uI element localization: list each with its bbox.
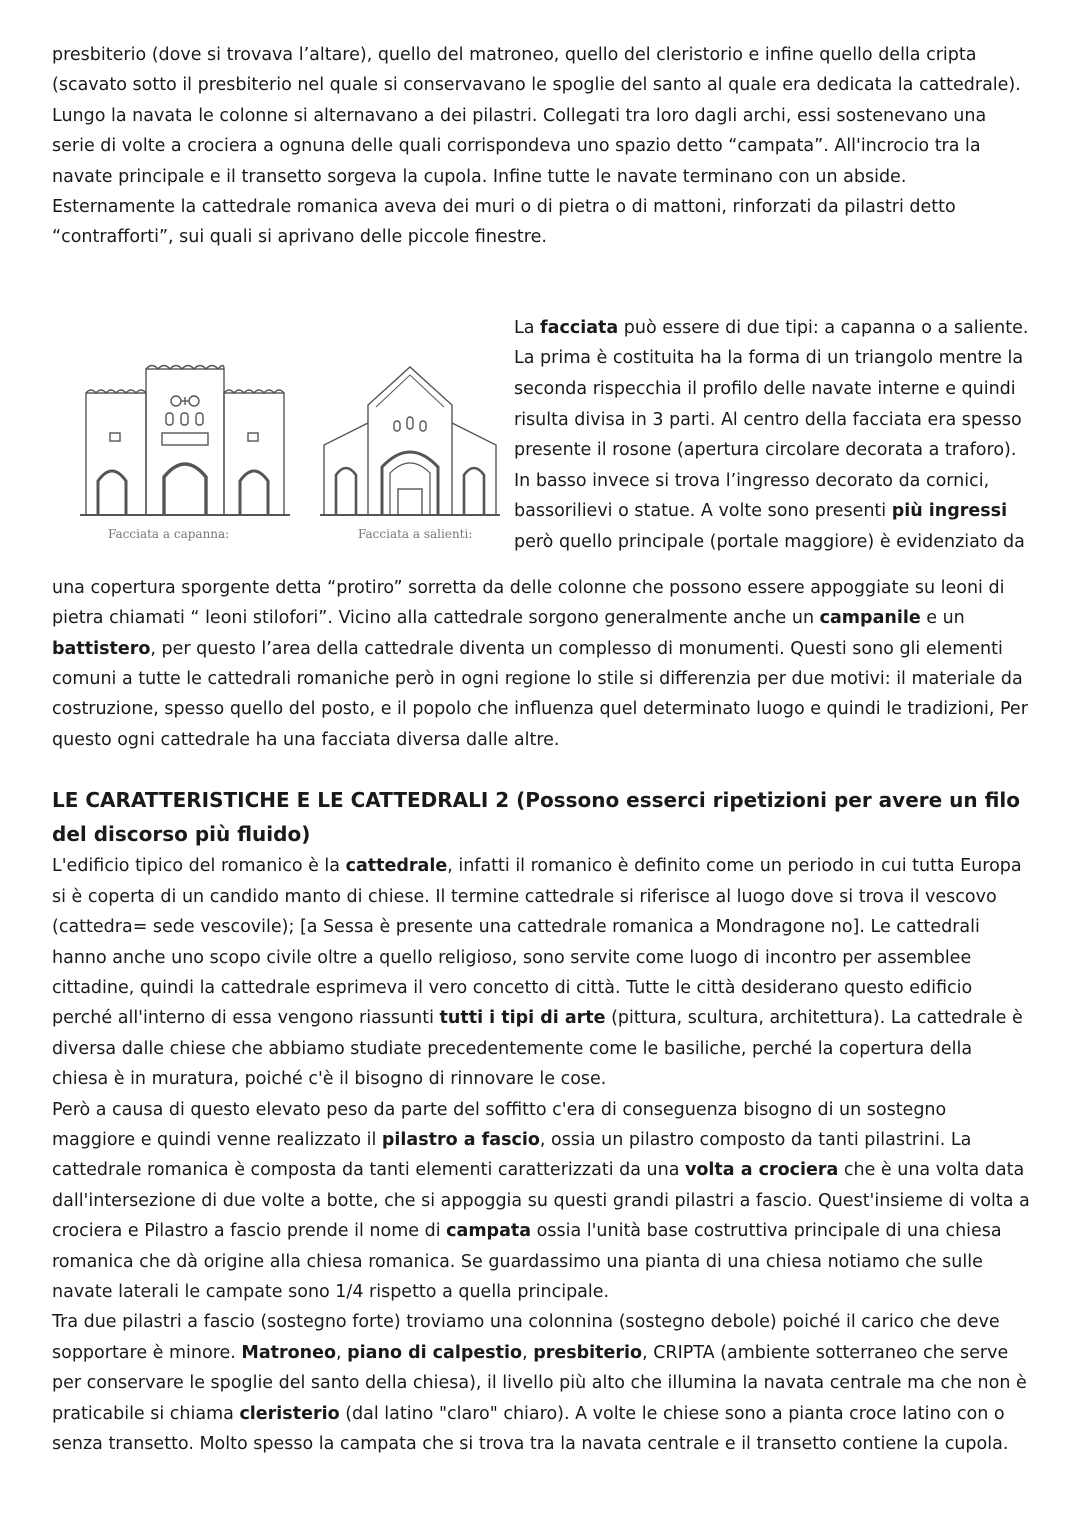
text-run: però quello principale (portale maggiore) è evidenziato da <box>514 532 1025 552</box>
bold-term-cleristerio: cleristerio <box>239 1403 340 1424</box>
bold-term-facciata: facciata <box>540 317 619 338</box>
text-run: , infatti il romanico è definito come un periodo in cui tutta Europa si è coperta di un candido manto di chiese. Il termine cattedrale si riferisce al luogo dove si trova il vescovo (cattedra= sede vescovile); [a Sessa è presente una cattedrale romanica a Mondragone no]. Le cattedrali hanno anche uno scopo civile oltre a quello religioso, sono servite come luogo di incontro per assemblee cittadine, quindi la cattedrale esprimeva il vero concetto di città. Tutte le città desiderano questo edificio perché all'interno di essa vengono riassunti <box>52 856 1022 1029</box>
bold-term-battistero: battistero <box>52 638 151 659</box>
facade-paragraph-continued <box>52 573 1032 755</box>
facade-description <box>514 313 1034 558</box>
bold-term-matroneo: Matroneo <box>241 1342 337 1363</box>
section2-paragraph-1 <box>52 851 1032 1094</box>
bold-term-tipi-di-arte: tutti i tipi di arte <box>439 1008 606 1029</box>
text-run: e un <box>920 608 965 629</box>
text-run: (dal latino "claro" chiaro). A volte le chiese sono a pianta croce latino con o senza transetto. Molto spesso la campata che si trova tra la navata centrale e il transetto contiene la cupola. <box>52 1403 1009 1454</box>
capanna-caption: Facciata a capanna: <box>108 526 230 541</box>
text-run: , ossia un pilastro composto da tanti pilastrini. La cattedrale romanica è composta da tanti elementi caratterizzati da una <box>52 1129 972 1181</box>
section2-paragraph-3 <box>52 1307 1032 1459</box>
text-run: , <box>336 1342 348 1363</box>
text-run: , per questo l’area della cattedrale diventa un complesso di monumenti. Questi sono gli elementi comuni a tutte le cattedrali romaniche però in ogni regione lo stile si differenzia per due motivi: il materiale da costruzione, spesso quello del posto, e il popolo che influenza quel determinato luogo e quindi le tradizioni, Per questo ogni cattedrale ha una facciata diversa dalle altre. <box>52 638 1028 750</box>
text-run: Però a causa di questo elevato peso da parte del soffitto c'era di conseguenza bisogno di un sostegno maggiore e quindi venne realizzato il <box>52 1099 947 1150</box>
salienti-facade-illustration <box>320 349 500 519</box>
bold-term-campata: campata <box>446 1221 532 1242</box>
bold-term-piano-di-calpestio: piano di calpestio <box>347 1342 523 1363</box>
bold-term-campanile: campanile <box>819 608 921 629</box>
facade-section <box>52 313 1032 573</box>
text-run: che è una volta data dall'intersezione di due volte a botte, che si appoggia su questi grandi pilastri a fascio. Quest'insieme di volta a crociera e Pilastro a fascio prende il nome di <box>52 1160 1030 1242</box>
text-run: una copertura sporgente detta “protiro” sorretta da delle colonne che possono essere appoggiate su leoni di pietra chiamati “ leoni stilofori”. Vicino alla cattedrale sorgono generalmente anche un <box>52 577 1005 629</box>
bold-term-piu-ingressi: più ingressi <box>891 501 1008 522</box>
bold-term-pilastro-a-fascio: pilastro a fascio <box>381 1129 540 1150</box>
paragraph-intro: presbiterio (dove si trovava l’altare), quello del matroneo, quello del cleristorio e infine quello della cripta (scavato sotto il presbiterio nel quale si conservavano le spoglie del santo al quale era dedicata la cattedrale). Lungo la navata le colonne si alternavano a dei pilastri. Collegati tra loro dagli archi, essi sostenevano una serie di volte a crociera a ognuna delle quali corrispondeva uno spazio detto “campata”. All'incrocio tra la navate principale e il transetto sorgeva la cupola. Infine tutte le navate terminano con un abside. Esternamente la cattedrale romanica aveva dei muri o di pietra o di mattoni, rinforzati da pilastri detto “contrafforti”, sui quali si aprivano delle piccole finestre. <box>52 45 1021 248</box>
facade-paragraph <box>514 313 1034 558</box>
text-run: (pittura, scultura, architettura). La cattedrale è diversa dalle chiese che abbiamo studiate precedentemente come le basiliche, perché la copertura della chiesa è in muratura, poiché c'è il bisogno di rinnovare le cose. <box>52 1008 1023 1090</box>
text-run: può essere di due tipi: a capanna o a saliente. La prima è costituita ha la forma di un triangolo mentre la seconda rispecchia il profilo delle navate interne e quindi risulta divisa in 3 parti. Al centro della facciata era spesso presente il rosone (apertura circolare decorata a traforo). In basso invece si trova l’ingresso decorato da cornici, bassorilievi o statue. A volte sono presenti <box>514 317 1029 522</box>
bold-term-volta-a-crociera: volta a crociera <box>685 1160 839 1181</box>
bold-term-presbiterio: presbiterio <box>533 1342 643 1363</box>
text-run: ossia l'unità base costruttiva principale di una chiesa romanica che dà origine alla chiesa romanica. Se guardassimo una pianta di una chiesa notiamo che sulle navate laterali le campate sono 1/4 rispetto a quella principale. <box>52 1221 1002 1302</box>
text-run: L'edificio tipico del romanico è la <box>52 856 346 877</box>
facade-figures <box>80 349 510 549</box>
text-run: La <box>514 317 541 338</box>
text-run: Tra due pilastri a fascio (sostegno forte) troviamo una colonnina (sostegno debole) poiché il carico che deve sopportare è minore. <box>52 1312 1000 1363</box>
text-run: , CRIPTA (ambiente sotterraneo che serve per conservare le spoglie del santo della chiesa), il livello più alto che illumina la navata centrale ma che non è praticabile si chiama <box>52 1342 1027 1424</box>
salienti-caption: Facciata a salienti: <box>358 526 473 541</box>
section2-paragraph-2 <box>52 1095 1032 1308</box>
document-page <box>52 40 1032 1459</box>
bold-term-cattedrale: cattedrale <box>345 856 448 877</box>
text-run: , <box>522 1342 534 1363</box>
section-heading: LE CARATTERISTICHE E LE CATTEDRALI 2 (Possono esserci ripetizioni per avere un filo del discorso più fluido) <box>52 788 1021 847</box>
capanna-facade-illustration <box>80 349 290 519</box>
